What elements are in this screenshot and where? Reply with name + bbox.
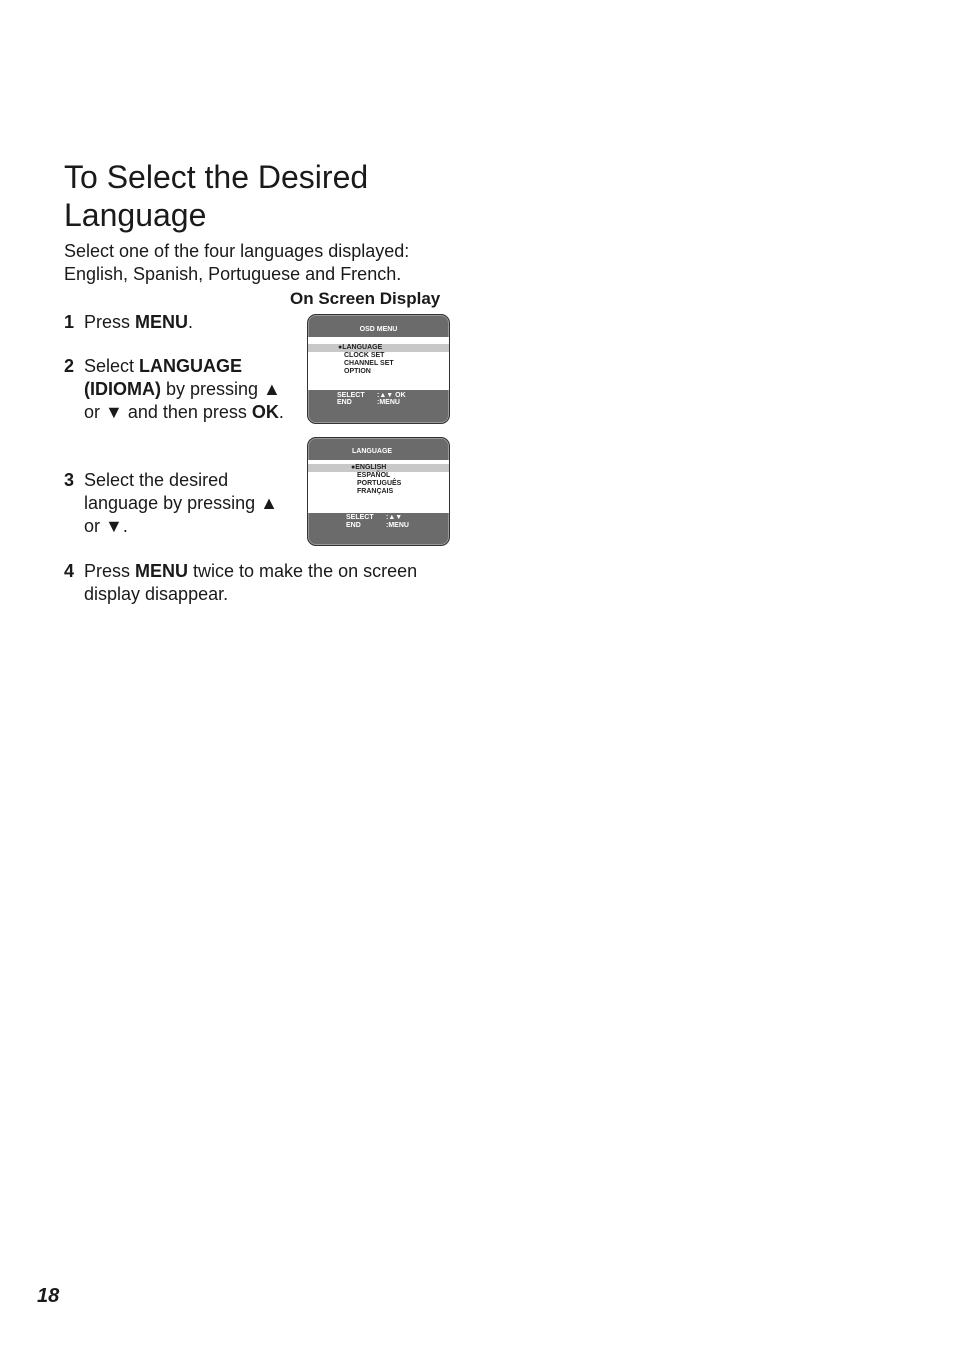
step-1 bbox=[64, 311, 274, 334]
menu-item-option: OPTION bbox=[344, 368, 371, 375]
step-number: 4 bbox=[64, 561, 75, 581]
footer-end-value: :MENU bbox=[377, 399, 400, 406]
footer-select-value: :▲▼ bbox=[386, 514, 403, 521]
step-number: 2 bbox=[64, 356, 75, 376]
page-number: 18 bbox=[37, 1285, 60, 1307]
step-text: Select LANGUAGE (IDIOMA) by pressing ▲ or ▼ and then press OK. bbox=[84, 356, 284, 422]
footer-end-label: END bbox=[337, 399, 352, 406]
step-text: Press MENU twice to make the on screen display disappear. bbox=[84, 561, 418, 604]
language-option-english: ●ENGLISH bbox=[351, 464, 387, 471]
language-option-espanol: ESPAÑOL bbox=[357, 472, 391, 479]
page-title: To Select the Desired Language bbox=[64, 159, 369, 233]
menu-item-language: ●LANGUAGE bbox=[338, 344, 383, 351]
footer-select-label: SELECT bbox=[337, 392, 365, 399]
step-number: 1 bbox=[64, 312, 75, 332]
step-text: Select the desired language by pressing ▲ or ▼. bbox=[84, 470, 278, 536]
step-text: Press MENU. bbox=[84, 312, 194, 332]
footer-select-label: SELECT bbox=[346, 514, 374, 521]
language-option-francais: FRANÇAIS bbox=[357, 488, 394, 495]
footer-end-label: END bbox=[346, 522, 361, 529]
step-2 bbox=[64, 355, 294, 447]
osd-menu-screen bbox=[307, 314, 450, 424]
step-3 bbox=[64, 469, 294, 538]
language-option-portugues: PORTUGUÊS bbox=[357, 480, 402, 487]
menu-item-clock-set: CLOCK SET bbox=[344, 352, 385, 359]
intro-text: Select one of the four languages displayed: English, Spanish, Portuguese and French. bbox=[64, 241, 410, 284]
footer-end-value: :MENU bbox=[386, 522, 409, 529]
step-number: 3 bbox=[64, 470, 75, 490]
menu-item-channel-set: CHANNEL SET bbox=[344, 360, 394, 367]
language-screen bbox=[307, 437, 450, 546]
screen-title: OSD MENU bbox=[359, 326, 398, 333]
screen-title: LANGUAGE bbox=[352, 448, 393, 455]
osd-heading: On Screen Display bbox=[290, 289, 441, 308]
footer-select-value: :▲▼ OK bbox=[377, 392, 406, 399]
step-4 bbox=[64, 560, 444, 606]
